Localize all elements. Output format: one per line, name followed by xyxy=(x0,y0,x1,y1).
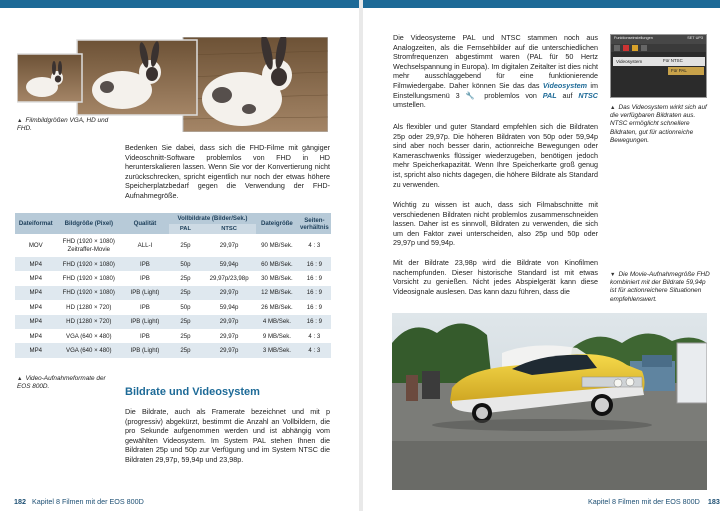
left-page-number: 182 xyxy=(14,497,26,506)
table-caption: ▲ Video-Aufnahmeformate der EOS 800D. xyxy=(17,375,106,391)
table-row: MOV FHD (1920 × 1080) Zeitraffer-Movie ALL-I 25p 29,97p 90 MB/Sek. 4 : 3 xyxy=(15,234,331,257)
settings-tab-icon xyxy=(632,45,638,51)
section-heading: Bildrate und Videosystem xyxy=(125,386,260,398)
header-fps: Vollbildrate (Bilder/Sek.) xyxy=(169,213,256,224)
video-format-table xyxy=(15,213,331,358)
left-page-top-bar xyxy=(0,0,360,8)
right-page-number: 183 xyxy=(707,497,720,506)
lowrider-car-photo xyxy=(392,313,707,490)
caption-arrow-down-icon: ▼ xyxy=(610,272,616,278)
table-row: MP4 FHD (1920 × 1080) IPB 50p 59,94p 60 MB/Sek. 16 : 9 xyxy=(15,257,331,271)
header-ratio: Seiten-verhältnis xyxy=(298,213,331,234)
header-filesize: Dateigröße xyxy=(256,213,298,234)
camera-menu-screenshot xyxy=(610,34,707,98)
car-caption: ▼ Die Movie-Aufnahmegröße FHD kombiniert mit der Bildrate 59,94p ist für actionreichere Situationen empfehlenswert. xyxy=(610,271,710,303)
menu-tab-icon xyxy=(614,45,620,51)
book-gutter xyxy=(359,0,363,511)
right-footer-text: Kapitel 8 Filmen mit der EOS 800D xyxy=(588,497,700,506)
caption-arrow-icon: ▲ xyxy=(17,376,23,382)
ntsc-option: Für NTSC xyxy=(663,58,683,63)
table-row: MP4 VGA (640 × 480) IPB (Light) 25p 29,97p 3 MB/Sek. 4 : 3 xyxy=(15,343,331,357)
bildrate-paragraph: Die Bildrate, auch als Framerate bezeichnet und mit p (progressiv) abgekürzt, bestimmt die Anzahl an Vollbildern, die pro Sekunde aufgenommen werden und ist abhängig vom gewählten Videosystem. Im System PAL stehen Ihnen die Bildraten 25p und 50p zur Verfügung und im System NTSC die Bildraten 29,97p, 59,94p und 23,98p. xyxy=(125,407,330,464)
pal-option: Für PAL xyxy=(668,67,704,75)
framerate-paragraph: Als flexibler und guter Standard empfehlen sich die Bildraten 25p oder 29,97p. Die höheren Bildraten von 50p oder 59,94p sind aber noch besser darin, actionreiche Bewegungen oder Kameraschwenks flüssiger wiederzugeben, benötigen jedoch mehr Speicherkapazität. Wenn Ihre Speicherkarte groß genug ist, spricht also nichts dagegen, die höhere Bildrate als Standard zu verwenden. xyxy=(393,122,598,189)
left-footer-text: Kapitel 8 Filmen mit der EOS 800D xyxy=(32,497,144,506)
videosystem-menu-row: Videosystem xyxy=(613,57,705,66)
header-size: Bildgröße (Pixel) xyxy=(57,213,121,234)
table-row: MP4 FHD (1920 × 1080) IPB 25p 29,97p/23,98p 30 MB/Sek. 16 : 9 xyxy=(15,271,331,285)
table-row: MP4 FHD (1920 × 1080) IPB (Light) 25p 29,97p 12 MB/Sek. 16 : 9 xyxy=(15,286,331,300)
table-row: MP4 VGA (640 × 480) IPB 25p 29,97p 9 MB/Sek. 4 : 3 xyxy=(15,329,331,343)
intro-paragraph: Bedenken Sie dabei, dass sich die FHD-Filme mit gängiger Videoschnitt-Software problemlos von FHD in HD herunterskalieren lassen. Wenn Sie vor der Konvertierung nicht zurückschrecken, spricht eigentlich nur noch der etwas höhere Speicherplatzbedarf gegen die Verwendung der FHD-Aufnahmegröße. xyxy=(125,143,330,200)
header-ntsc: NTSC xyxy=(202,224,256,234)
wrench-icon: 🔧 xyxy=(465,90,479,100)
caption-arrow-icon: ▲ xyxy=(17,118,23,124)
mixing-paragraph: Wichtig zu wissen ist auch, dass sich Filmabschnitte mit verschiedenen Bildraten nicht problemlos zusammenschneiden lassen. Daher ist es sinnvoll, Bildraten zu verwenden, die sich um den Faktor zwei unterscheiden, also 25p und 50p oder 29,97p und 59,94p. xyxy=(393,200,598,248)
menu-tab-icon xyxy=(623,45,629,51)
header-format: Dateiformat xyxy=(15,213,57,234)
videosystem-paragraph: Die Videosysteme PAL und NTSC stammen noch aus Analogzeiten, als die Fernsehbilder auf die unterschiedlichen Stromfrequenzen abgestimmt waren (PAL für 50 Hertz Wechselspannung in Europa). Im digitalen Zeitalter ist dies nicht mehr ausschlaggebend für eine funktionierende Filmwiedergabe. Daher können Sie das das Videosystem im Einstellungsmenü 3 🔧 problemlos von PAL auf NTSC umstellen. xyxy=(393,33,598,110)
table-row: MP4 HD (1280 × 720) IPB 50p 59,94p 26 MB/Sek. 16 : 9 xyxy=(15,300,331,314)
rabbit-image-caption: ▲ Filmbildgrößen VGA, HD und FHD. xyxy=(17,117,109,133)
camera-menu-title: Funktionseinstellungen SET UP3 xyxy=(611,35,706,44)
screenshot-caption: ▲ Das Videosystem wirkt sich auf die verfügbaren Bildraten aus. NTSC ermöglicht schnellere Bildraten, gut für actionreiche Bewegungen. xyxy=(610,104,707,144)
caption-arrow-icon: ▲ xyxy=(610,105,616,111)
left-footer xyxy=(14,497,144,506)
menu-tab-icon xyxy=(641,45,647,51)
cinema-paragraph: Mit der Bildrate 23,98p wird die Bildrate von Kinofilmen nachempfunden. Dieser historische Standard ist mit etwas Vorsicht zu genießen. Nicht jedes Abspielgerät kann diese Videosignale auslesen. Das kann dazu führen, dass die xyxy=(393,258,598,296)
header-quality: Qualität xyxy=(121,213,169,234)
table-row: MP4 HD (1280 × 720) IPB (Light) 25p 29,97p 4 MB/Sek. 16 : 9 xyxy=(15,315,331,329)
right-page-top-bar xyxy=(362,0,720,8)
header-pal: PAL xyxy=(169,224,202,234)
right-footer xyxy=(588,497,720,506)
